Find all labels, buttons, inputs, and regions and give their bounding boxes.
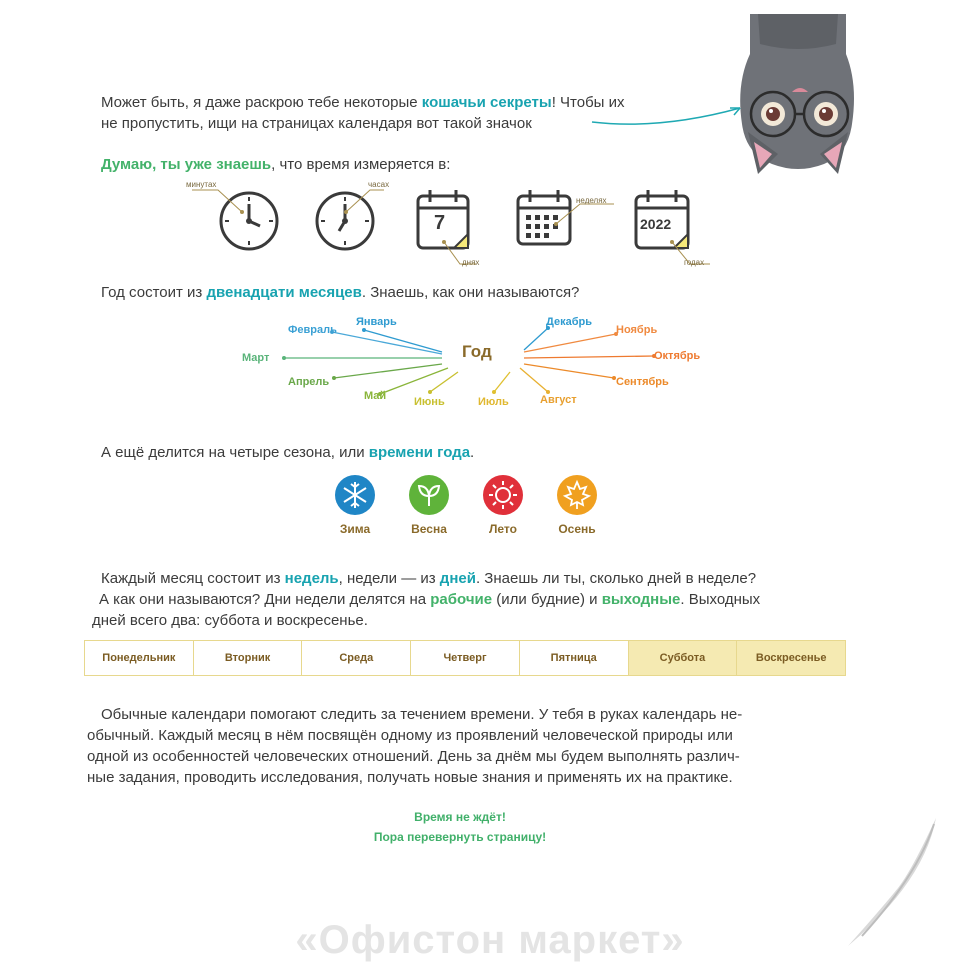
seasons-text: А ещё делится на четыре сезона, или xyxy=(101,444,369,461)
outro-line-2: обычный. Каждый месяц в нём посвящён одному из проявлений человеческой природы или xyxy=(87,727,733,744)
outro-paragraph xyxy=(87,704,861,788)
workdays-highlight: рабочие xyxy=(430,591,493,608)
footer-line-1: Время не ждёт! xyxy=(414,810,506,824)
year-text: Год состоит из xyxy=(101,284,207,301)
year-intro xyxy=(101,282,579,303)
day-thursday: Четверг xyxy=(411,641,520,675)
time-highlight: Думаю, ты уже знаешь xyxy=(101,156,272,173)
watermark: «Офистон маркет» xyxy=(295,918,685,962)
month-february: Февраль xyxy=(288,324,337,336)
season-spring-label: Весна xyxy=(411,522,447,536)
month-april: Апрель xyxy=(288,376,330,388)
month-january: Январь xyxy=(356,316,397,328)
weekdays-table xyxy=(84,640,846,676)
minutes-label: минутах xyxy=(186,180,217,189)
weeks-paragraph xyxy=(92,568,861,631)
cat-illustration xyxy=(728,14,868,174)
autumn-icon xyxy=(556,474,598,516)
month-november: Ноябрь xyxy=(616,324,658,336)
days-label: днях xyxy=(462,258,480,267)
month-june: Июнь xyxy=(414,396,445,408)
day-tuesday: Вторник xyxy=(194,641,303,675)
minutes-leader xyxy=(190,186,250,216)
day-wednesday: Среда xyxy=(302,641,411,675)
winter-icon xyxy=(334,474,376,516)
weeks-text-4: А как они называются? Дни недели делятся на xyxy=(99,591,431,608)
month-december: Декабрь xyxy=(546,316,592,328)
seasons-text-end: . xyxy=(470,444,475,461)
weeks-label: неделях xyxy=(576,196,607,205)
footer-line-2: Пора перевернуть страницу! xyxy=(373,830,547,844)
month-march: Март xyxy=(242,352,270,364)
day-monday: Понедельник xyxy=(85,641,194,675)
year-center-label: Год xyxy=(462,342,492,361)
weeks-text-1: Каждый месяц состоит из xyxy=(101,570,285,587)
years-label: годах xyxy=(684,258,705,267)
time-text: , что время измеряется в: xyxy=(271,156,451,173)
weekend-highlight: выходные xyxy=(601,591,681,608)
weeks-text-6: . Выходных xyxy=(680,591,761,608)
time-intro xyxy=(101,154,450,175)
outro-line-3: одной из особенностей человеческих отношений. День за днём мы будем выполнять различ- xyxy=(87,748,740,765)
day-sunday: Воскресенье xyxy=(737,641,845,675)
weeks-text-5: (или будние) и xyxy=(492,591,602,608)
intro-line-2: не пропустить, ищи на страницах календаря вот такой значок xyxy=(101,115,532,132)
seasons-highlight: времени года xyxy=(368,444,471,461)
year-text-end: . Знаешь, как они называются? xyxy=(361,284,580,301)
season-summer-label: Лето xyxy=(489,522,517,536)
arrow-to-cat xyxy=(590,100,750,130)
season-winter-label: Зима xyxy=(339,522,371,536)
season-autumn-label: Осень xyxy=(558,522,596,536)
day-friday: Пятница xyxy=(520,641,629,675)
month-may: Май xyxy=(364,390,387,402)
month-august: Август xyxy=(540,394,577,406)
month-september: Сентябрь xyxy=(616,376,669,388)
intro-text-end: ! Чтобы их xyxy=(551,94,625,111)
twelve-months-highlight: двенадцати месяцев xyxy=(206,284,362,301)
month-october: Октябрь xyxy=(654,350,701,362)
weeks-text-3: . Знаешь ли ты, сколько дней в неделе? xyxy=(475,570,757,587)
weeks-text-2: , недели — из xyxy=(338,570,440,587)
outro-line-4: ные задания, проводить исследования, получать новые знания и применять их на практике. xyxy=(87,769,733,786)
days-highlight: дней xyxy=(439,570,476,587)
intro-text: Может быть, я даже раскрою тебе некоторые xyxy=(101,94,422,111)
spring-icon xyxy=(408,474,450,516)
seasons-intro xyxy=(101,442,474,463)
day-saturday: Суббота xyxy=(629,641,738,675)
calendar-year-number: 2022 xyxy=(640,216,672,232)
month-july: Июль xyxy=(478,396,509,408)
cat-secrets-highlight: кошачьи секреты xyxy=(421,94,552,111)
weeks-highlight: недель xyxy=(284,570,339,587)
hours-label: часах xyxy=(368,180,390,189)
hours-leader xyxy=(340,186,390,216)
calendar-day-number: 7 xyxy=(434,212,446,234)
summer-icon xyxy=(482,474,524,516)
weeks-line-3: дней всего два: суббота и воскресенье. xyxy=(92,612,368,629)
outro-line-1: Обычные календари помогают следить за течением времени. У тебя в руках календарь не- xyxy=(101,706,743,723)
